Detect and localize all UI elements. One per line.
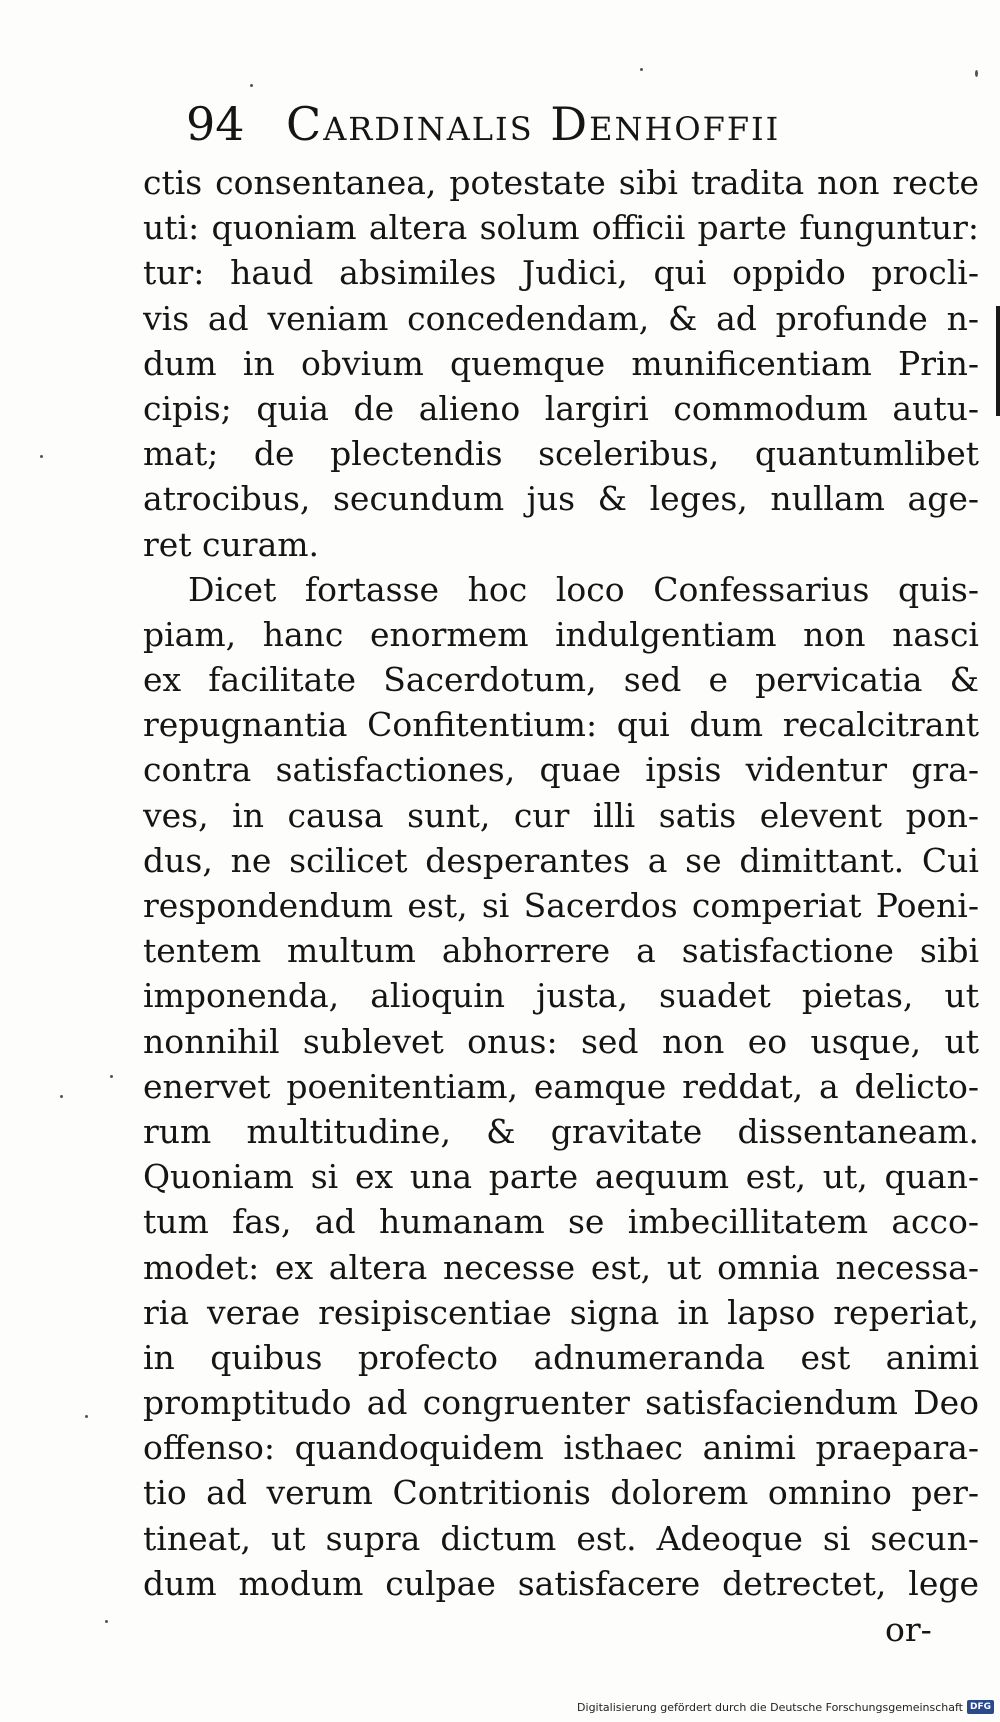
text-line: uti: quoniam altera solum officii parte funguntur: xyxy=(143,208,979,248)
text-line: ves, in causa sunt, cur illi satis elevent pon- xyxy=(143,795,979,835)
text-line: piam, hanc enormem indulgentiam non nasci xyxy=(143,614,979,654)
catchword: or- xyxy=(885,1610,932,1649)
text-line: in quibus profecto adnumeranda est animi xyxy=(143,1337,979,1377)
text-line: ret curam. xyxy=(143,524,320,564)
text-line: vis ad veniam concedendam, & ad profunde n- xyxy=(143,298,979,338)
text-line: rum multitudine, & gravitate dissentaneam. xyxy=(143,1111,979,1151)
text-line: atrocibus, secundum jus & leges, nullam age- xyxy=(143,479,979,519)
text-line: tineat, ut supra dictum est. Adeoque si secun- xyxy=(143,1518,979,1558)
scan-speck xyxy=(105,1620,108,1623)
text-line: nonnihil sublevet onus: sed non eo usque, ut xyxy=(143,1021,979,1061)
text-line: promptitudo ad congruenter satisfaciendum Deo xyxy=(143,1383,979,1423)
text-line: Quoniam si ex una parte aequum est, ut, quan- xyxy=(143,1157,979,1197)
text-line: contra satisfactiones, quae ipsis videntur gra- xyxy=(143,750,979,790)
scan-speck xyxy=(85,1415,88,1418)
scan-speck xyxy=(250,84,253,87)
scan-speck xyxy=(640,68,643,71)
dfg-logo: DFG xyxy=(967,1700,994,1714)
edge-rule xyxy=(996,306,1000,416)
footer-text: Digitalisierung gefördert durch die Deutsche Forschungsgemeinschaft xyxy=(577,1700,963,1714)
text-line: mat; de plectendis sceleribus, quantumlibet xyxy=(143,434,979,474)
digitization-footer xyxy=(577,1696,994,1718)
text-line: ex facilitate Sacerdotum, sed e pervicatia & xyxy=(143,660,979,700)
text-line: dus, ne scilicet desperantes a se dimittant. Cui xyxy=(143,840,979,880)
page-header xyxy=(186,96,930,152)
text-line: respondendum est, si Sacerdos comperiat Poeni- xyxy=(143,886,979,925)
text-line: tentem multum abhorrere a satisfactione sibi xyxy=(143,931,979,971)
scan-speck xyxy=(110,1075,113,1078)
text-line: offenso: quandoquidem isthaec animi praepara- xyxy=(143,1428,979,1468)
text-line: tio ad verum Contritionis dolorem omnino per- xyxy=(143,1473,979,1513)
text-line: ria verae resipiscentiae signa in lapso reperiat, xyxy=(143,1292,979,1332)
text-line: tum fas, ad humanam se imbecillitatem acco- xyxy=(143,1202,979,1242)
text-line: Dicet fortasse hoc loco Confessarius quis- xyxy=(188,569,979,609)
scan-speck xyxy=(975,70,978,77)
text-line: dum in obvium quemque munificentiam Prin- xyxy=(143,343,979,383)
text-line: modet: ex altera necesse est, ut omnia necessa- xyxy=(143,1247,979,1287)
text-line: enervet poenitentiam, eamque reddat, a delicto- xyxy=(143,1066,979,1106)
text-line: dum modum culpae satisfacere detrectet, lege xyxy=(143,1563,979,1603)
body-text xyxy=(143,160,979,1606)
text-line: repugnantia Confitentium: qui dum recalcitrant xyxy=(143,705,979,745)
scan-speck xyxy=(40,455,43,458)
text-line: tur: haud absimiles Judici, qui oppido procli- xyxy=(143,253,979,293)
running-title: Cardinalis Denhoffii xyxy=(286,97,781,151)
text-line: imponenda, alioquin justa, suadet pietas, ut xyxy=(143,976,979,1016)
text-line: cipis; quia de alieno largiri commodum autu- xyxy=(143,388,979,428)
page-number: 94 xyxy=(186,97,245,151)
scan-speck xyxy=(60,1095,63,1098)
text-line: ctis consentanea, potestate sibi tradita non recte xyxy=(143,163,979,202)
